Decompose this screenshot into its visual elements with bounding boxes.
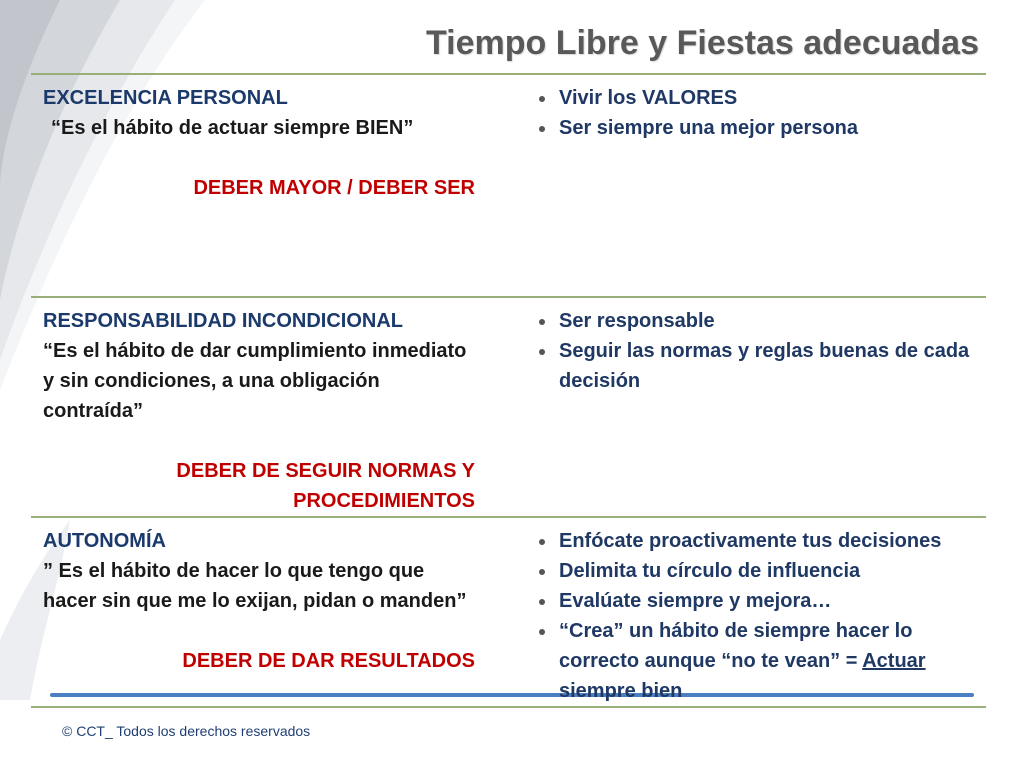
list-item: • Seguir las normas y reglas buenas de cada decisión [557,336,976,396]
list-item: • Ser responsable [557,306,976,336]
duty-label: DEBER DE SEGUIR NORMAS Y PROCEDIMIENTOS [176,460,475,512]
values-table [31,73,986,708]
list-item: • Evalúate siempre y mejora… [557,586,976,616]
list-item-text: “Crea” un hábito de siempre hacer lo correcto aunque “no te vean” = [559,620,913,672]
action-list [527,83,976,143]
list-item: • Ser siempre una mejor persona [557,113,976,143]
habit-heading: AUTONOMÍA [43,530,166,552]
underlined-text: Actuar [862,650,926,672]
habit-cell [31,517,475,707]
duty-label: DEBER DE DAR RESULTADOS [182,650,475,672]
list-item: • Enfócate proactivamente tus decisiones [557,526,976,556]
action-list [527,526,976,706]
actions-cell [475,297,986,517]
habit-definition: ” Es el hábito de hacer lo que tengo que hacer sin que me lo exijan, pidan o manden” [43,560,467,612]
table-row [31,74,986,297]
table-row [31,517,986,707]
action-list [527,306,976,396]
habit-heading: RESPONSABILIDAD INCONDICIONAL [43,310,404,332]
duty-label: DEBER MAYOR / DEBER SER [193,177,475,199]
table-row [31,297,986,517]
page-title: Tiempo Libre y Fiestas adecuadas [425,24,979,62]
habit-definition: “Es el hábito de dar cumplimiento inmediato y sin condiciones, a una obligación contraída” [43,340,467,422]
list-item-text: siempre bien [559,680,683,702]
list-item: • Delimita tu círculo de influencia [557,556,976,586]
habit-heading: EXCELENCIA PERSONAL [43,87,288,109]
list-item [557,616,976,706]
habit-cell [31,74,475,297]
copyright-footer: © CCT_ Todos los derechos reservados [62,723,311,739]
habit-definition: “Es el hábito de actuar siempre BIEN” [51,117,414,139]
list-item: • Vivir los VALORES [557,83,976,113]
habit-cell [31,297,475,517]
actions-cell [475,74,986,297]
actions-cell [475,517,986,707]
